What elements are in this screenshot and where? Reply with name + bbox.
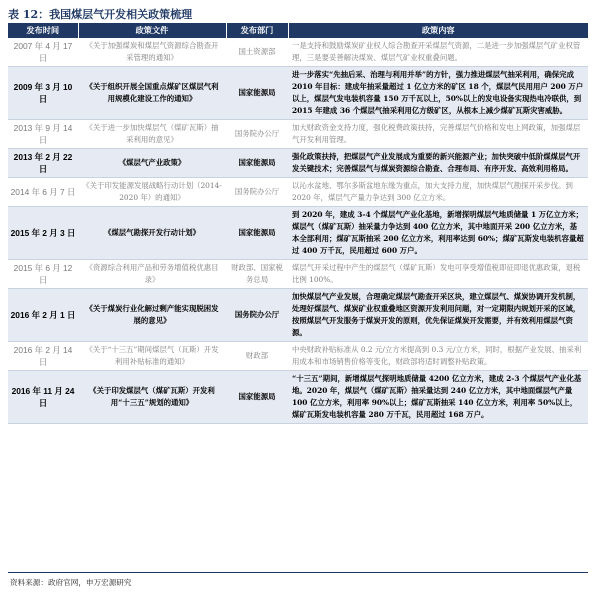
table-header-row [8, 23, 588, 38]
cell-department: 国家能源局 [226, 371, 288, 424]
cell-document: 《关于组织开展全国重点煤矿区煤层气利用规模化建设工作的通知》 [78, 67, 226, 120]
cell-date: 2015 年 6 月 12 日 [8, 260, 78, 289]
cell-date: 2016 年 2 月 14 日 [8, 342, 78, 371]
cell-document: 《煤层气产业政策》 [78, 149, 226, 178]
cell-date: 2013 年 2 月 22 日 [8, 149, 78, 178]
header-content: 政策内容 [288, 23, 588, 38]
cell-department: 财政部、国家税务总局 [226, 260, 288, 289]
table-row [8, 149, 588, 178]
cell-date: 2013 年 9 月 14 日 [8, 120, 78, 149]
table-row [8, 120, 588, 149]
cell-content: “十三五”期间，新增煤层气探明地质储量 4200 亿立方米，建成 2-3 个煤层气产业化基地。2020 年，煤层气（煤矿瓦斯）抽采量达到 240 亿立方米，其中地面煤层气产量 100 亿立方米，利用率 90%以上；煤矿瓦斯抽采 140 亿立方米，利用率 50%以上，煤矿瓦斯发电装机容量 280 万千瓦，民用超过 168 万户。 [288, 371, 588, 424]
cell-content: 强化政策扶持，把煤层气产业发展成为重要的新兴能源产业；加快突破中低阶煤煤层气开发关键技术；完善煤层气与煤炭资源综合勘查、合理布局、有序开发、高效利用格局。 [288, 149, 588, 178]
table-row [8, 260, 588, 289]
cell-department: 国务院办公厅 [226, 178, 288, 207]
cell-department: 国家能源局 [226, 149, 288, 178]
cell-content: 中央财政补贴标准从 0.2 元/立方米提高到 0.3 元/立方米，同时，根据产业发展、抽采利用成本和市场销售价格等变化，财政部将适时调整补贴政策。 [288, 342, 588, 371]
cell-department: 国务院办公厅 [226, 289, 288, 342]
cell-department: 国家能源局 [226, 67, 288, 120]
cell-department: 国务院办公厅 [226, 120, 288, 149]
header-date: 发布时间 [8, 23, 78, 38]
header-department: 发布部门 [226, 23, 288, 38]
cell-content: 到 2020 年，建成 3-4 个煤层气产业化基地，新增探明煤层气地质储量 1 万亿立方米；煤层气（煤矿瓦斯）抽采量力争达到 400 亿立方米，其中地面开采 200 亿立方米，基本全部利用；煤矿瓦斯抽采 200 亿立方米，利用率达到 60%；煤矿瓦斯发电装机容量超过 400 万千瓦，民用超过 600 万户。 [288, 207, 588, 260]
cell-date: 2015 年 2 月 3 日 [8, 207, 78, 260]
cell-date: 2014 年 6 月 7 日 [8, 178, 78, 207]
table-row [8, 207, 588, 260]
cell-date: 2016 年 11 月 24 日 [8, 371, 78, 424]
table-row [8, 342, 588, 371]
cell-content: 一是支持和鼓励煤炭矿业权人综合勘查开采煤层气资源，二是进一步加强煤层气矿业权管理，三是要妥善解决煤炭、煤层气矿业权重叠问题。 [288, 38, 588, 67]
cell-department: 国家能源局 [226, 207, 288, 260]
cell-department: 财政部 [226, 342, 288, 371]
source-note: 资料来源：政府官网，申万宏源研究 [10, 578, 132, 587]
cell-date: 2007 年 4 月 17 日 [8, 38, 78, 67]
policy-table [8, 23, 588, 424]
cell-document: 《关于加强煤炭和煤层气资源综合勘查开采管理的通知》 [78, 38, 226, 67]
cell-document: 《资源综合利用产品和劳务增值税优惠目录》 [78, 260, 226, 289]
table-bottom-rule [8, 572, 588, 573]
cell-document: 《关于“十三五”期间煤层气（瓦斯）开发利用补贴标准的通知》 [78, 342, 226, 371]
table-body [8, 38, 588, 424]
cell-date: 2009 年 3 月 10 日 [8, 67, 78, 120]
cell-content: 加大财政资金支持力度，强化税费政策扶持，完善煤层气价格和发电上网政策，加强煤层气开发利用管理。 [288, 120, 588, 149]
cell-document: 《关于进一步加快煤层气（煤矿瓦斯）抽采利用的意见》 [78, 120, 226, 149]
table-row [8, 289, 588, 342]
table-row [8, 178, 588, 207]
cell-document: 《关于印发煤层气（煤矿瓦斯）开发利用“十三五”规划的通知》 [78, 371, 226, 424]
cell-content: 加快煤层气产业发展，合理确定煤层气勘查开采区块，建立煤层气、煤炭协调开发机制，处理好煤层气、煤炭矿业权重叠地区资源开发利用问题，对一定期限内规划开采的区域，按照煤层气开发服务于煤炭开发的原则，优先保证煤炭开发需要，并有效利用煤层气资源。 [288, 289, 588, 342]
cell-document: 《煤层气勘探开发行动计划》 [78, 207, 226, 260]
table-title: 表 12：我国煤层气开发相关政策梳理 [8, 8, 193, 21]
cell-content: 进一步落实“先抽后采、治理与利用并举”的方针，强力推进煤层气抽采利用，确保完成 2010 年目标：建成年抽采量超过 1 亿立方米的矿区 18 个，煤层气民用用户 200 万户以上，煤层气发电装机容量 150 万千瓦以上，50%以上的发电设备实现热电冷联供，到 2015 年建成 36 个煤层气抽采利用亿方级矿区，从根本上减少煤矿瓦斯灾害威胁。 [288, 67, 588, 120]
cell-document: 《关于煤炭行业化解过剩产能实现脱困发展的意见》 [78, 289, 226, 342]
table-row [8, 371, 588, 424]
cell-date: 2016 年 2 月 1 日 [8, 289, 78, 342]
cell-content: 煤层气开采过程中产生的煤层气（煤矿瓦斯）发电可享受增值税即征即退优惠政策，退税比例 100%。 [288, 260, 588, 289]
cell-content: 以沁水盆地、鄂尔多斯盆地东缘为重点，加大支持力度，加快煤层气勘探开采步伐。到 2020 年，煤层气产量力争达到 300 亿立方米。 [288, 178, 588, 207]
table-row [8, 67, 588, 120]
header-document: 政策文件 [78, 23, 226, 38]
cell-department: 国土资源部 [226, 38, 288, 67]
table-row [8, 38, 588, 67]
cell-document: 《关于印发能源发展战略行动计划（2014-2020 年）的通知》 [78, 178, 226, 207]
